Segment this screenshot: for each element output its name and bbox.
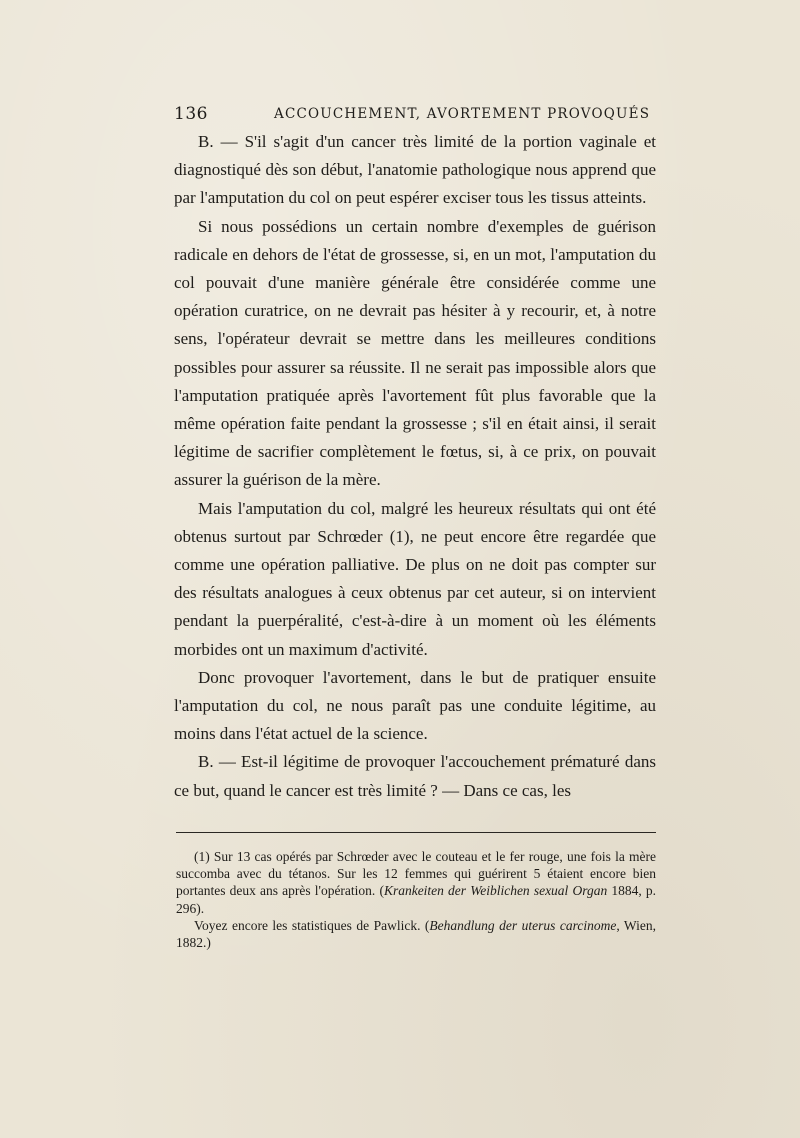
footnotes xyxy=(176,848,656,951)
running-title: ACCOUCHEMENT, AVORTEMENT PROVOQUÉS xyxy=(274,106,651,122)
footnote-2 xyxy=(176,917,656,951)
paragraph: B. — Est-il légitime de provoquer l'accouchement prématuré dans ce but, quand le cancer est très limité ? — Dans ce cas, les xyxy=(174,752,656,800)
footnote-text: 1884, p. 296). xyxy=(176,883,656,916)
page-header xyxy=(174,104,656,126)
footnote-book-title: Behandlung der uterus carcinome xyxy=(429,917,617,933)
paragraph: Mais l'amputation du col, malgré les heureux résultats qui ont été obtenus surtout par Schrœder (1), ne peut encore être regardée que comme une opération palliative. De plus on ne doit pas compter sur des résultats analogues à ceux obtenus par cet auteur, si on intervient pendant la puerpéralité, c'est-à-dire à un moment où les éléments morbides ont un maximum d'activité. xyxy=(174,498,656,659)
page-number: 136 xyxy=(174,104,208,124)
footnote-1 xyxy=(176,848,656,917)
footnote-separator xyxy=(176,832,656,833)
paragraph: Donc provoquer l'avortement, dans le but de pratiquer ensuite l'amputation du col, ne nous paraît pas une conduite légitime, au moins dans l'état actuel de la science. xyxy=(174,667,656,744)
paragraph: Si nous possédions un certain nombre d'exemples de guérison radicale en dehors de l'état de grossesse, si, en un mot, l'amputation du col pouvait d'une manière générale être considérée comme une opération curatrice, on ne devrait pas hésiter à y recourir, et, à notre sens, l'opérateur devrait se mettre dans les meilleures conditions possibles pour assurer sa réussite. Il ne serait pas impossible alors que l'amputation pratiquée après l'avortement fût plus favorable que la même opération faite pendant la grossesse ; s'il en était ainsi, il serait légitime de sacrifier complètement le fœtus, si, à ce prix, on pouvait assurer la guérison de la mère. xyxy=(174,216,656,490)
paragraph: B. — S'il s'agit d'un cancer très limité de la portion vaginale et diagnostiqué dès son début, l'anatomie pathologique nous apprend que par l'amputation du col on peut espérer exciser tous les tissus atteints. xyxy=(174,132,656,208)
footnote-text: Voyez encore les statistiques de Pawlick. ( xyxy=(194,917,430,933)
body-text xyxy=(174,128,656,805)
footnote-book-title: Krankeiten der Weiblichen sexual Organ xyxy=(383,883,608,899)
footnote-text: , Wien, 1882.) xyxy=(176,917,656,951)
footnote-text: (1) Sur 13 cas opérés par Schrœder avec le couteau et le fer rouge, une fois la mère succomba avec du tétanos. Sur les 12 femmes qui guérirent 5 étaient encore bien portantes deux ans après l'opération. ( xyxy=(176,849,656,899)
